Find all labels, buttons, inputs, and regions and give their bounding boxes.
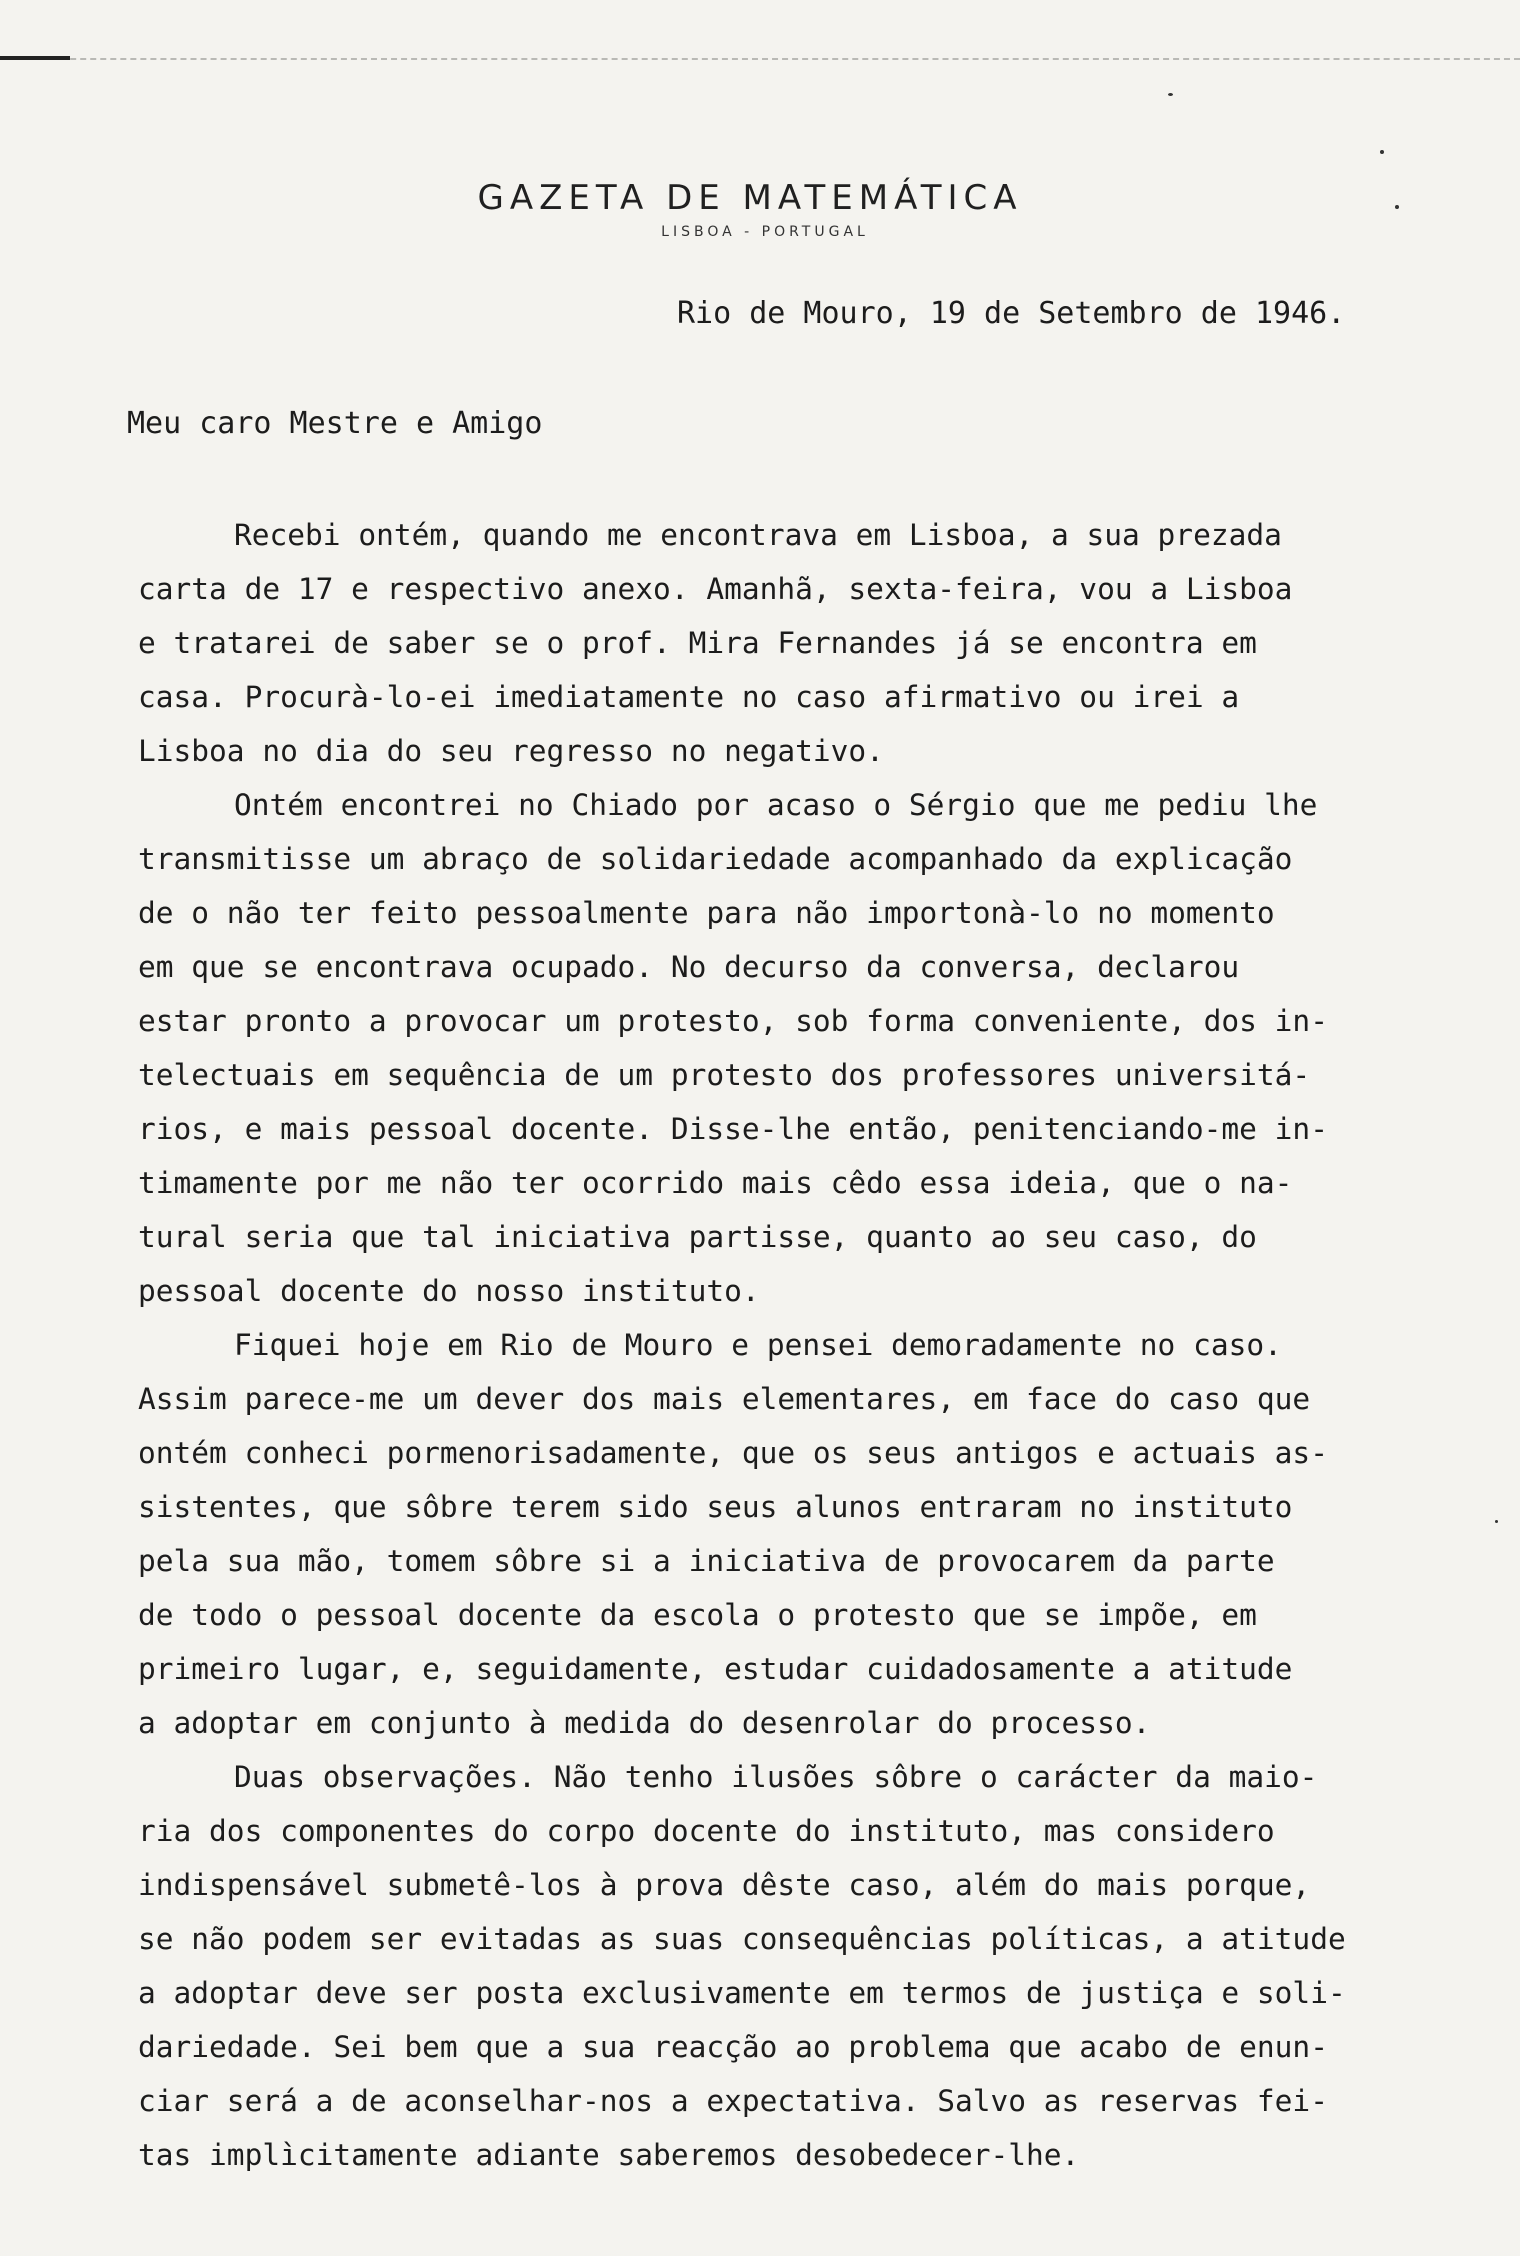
body-line: sistentes, que sôbre terem sido seus alunos entraram no instituto xyxy=(138,1490,1293,1524)
body-line: ria dos componentes do corpo docente do instituto, mas considero xyxy=(138,1814,1275,1848)
body-line: dariedade. Sei bem que a sua reacção ao problema que acabo de enun- xyxy=(138,2030,1328,2064)
scan-speck xyxy=(1380,150,1384,154)
body-line: tas implìcitamente adiante saberemos desobedecer-lhe. xyxy=(138,2138,1080,2172)
body-line: Duas observações. Não tenho ilusões sôbre o carácter da maio- xyxy=(234,1760,1318,1794)
body-line: Fiquei hoje em Rio de Mouro e pensei demoradamente no caso. xyxy=(234,1328,1282,1362)
body-line: e tratarei de saber se o prof. Mira Fernandes já se encontra em xyxy=(138,626,1257,660)
body-line: pela sua mão, tomem sôbre si a iniciativa de provocarem da parte xyxy=(138,1544,1275,1578)
body-line: a adoptar deve ser posta exclusivamente em termos de justiça e soli- xyxy=(138,1976,1346,2010)
body-line: pessoal docente do nosso instituto. xyxy=(138,1274,760,1308)
body-line: Assim parece-me um dever dos mais elementares, em face do caso que xyxy=(138,1382,1311,1416)
top-edge-mark xyxy=(0,56,70,60)
letterhead xyxy=(0,178,1500,240)
body-line: a adoptar em conjunto à medida do desenrolar do processo. xyxy=(138,1706,1151,1740)
letterhead-subtitle: LISBOA - PORTUGAL xyxy=(661,224,869,240)
body-line: ontém conheci pormenorisadamente, que os seus antigos e actuais as- xyxy=(138,1436,1328,1470)
salutation: Meu caro Mestre e Amigo xyxy=(127,406,543,441)
body-line: de todo o pessoal docente da escola o protesto que se impõe, em xyxy=(138,1598,1257,1632)
scan-speck xyxy=(1168,93,1173,96)
body-line: primeiro lugar, e, seguidamente, estudar cuidadosamente a atitude xyxy=(138,1652,1293,1686)
date-line: Rio de Mouro, 19 de Setembro de 1946. xyxy=(677,296,1346,331)
body-line: Recebi ontém, quando me encontrava em Lisboa, a sua prezada xyxy=(234,518,1282,552)
body-line: transmitisse um abraço de solidariedade acompanhado da explicação xyxy=(138,842,1293,876)
body-line: casa. Procurà-lo-ei imediatamente no caso afirmativo ou irei a xyxy=(138,680,1240,714)
body-line: tural seria que tal iniciativa partisse, quanto ao seu caso, do xyxy=(138,1220,1257,1254)
body-line: Ontém encontrei no Chiado por acaso o Sérgio que me pediu lhe xyxy=(234,788,1318,822)
body-line: de o não ter feito pessoalmente para não importonà-lo no momento xyxy=(138,896,1275,930)
body-line: rios, e mais pessoal docente. Disse-lhe então, penitenciando-me in- xyxy=(138,1112,1328,1146)
body-line: ciar será a de aconselhar-nos a expectativa. Salvo as reservas fei- xyxy=(138,2084,1328,2118)
body-line: estar pronto a provocar um protesto, sob forma conveniente, dos in- xyxy=(138,1004,1328,1038)
body-line: em que se encontrava ocupado. No decurso da conversa, declarou xyxy=(138,950,1240,984)
body-line: carta de 17 e respectivo anexo. Amanhã, sexta-feira, vou a Lisboa xyxy=(138,572,1293,606)
top-edge-rule xyxy=(0,58,1520,60)
body-line: telectuais em sequência de um protesto dos professores universitá- xyxy=(138,1058,1311,1092)
body-line: Lisboa no dia do seu regresso no negativo. xyxy=(138,734,884,768)
scan-speck xyxy=(1495,1520,1498,1523)
body-line: se não podem ser evitadas as suas consequências políticas, a atitude xyxy=(138,1922,1346,1956)
letterhead-title: GAZETA DE MATEMÁTICA xyxy=(477,178,1023,218)
body-line: indispensável submetê-los à prova dêste caso, além do mais porque, xyxy=(138,1868,1311,1902)
body-line: timamente por me não ter ocorrido mais cêdo essa ideia, que o na- xyxy=(138,1166,1293,1200)
scan-speck xyxy=(1395,205,1399,209)
letter-body xyxy=(138,508,1478,2182)
